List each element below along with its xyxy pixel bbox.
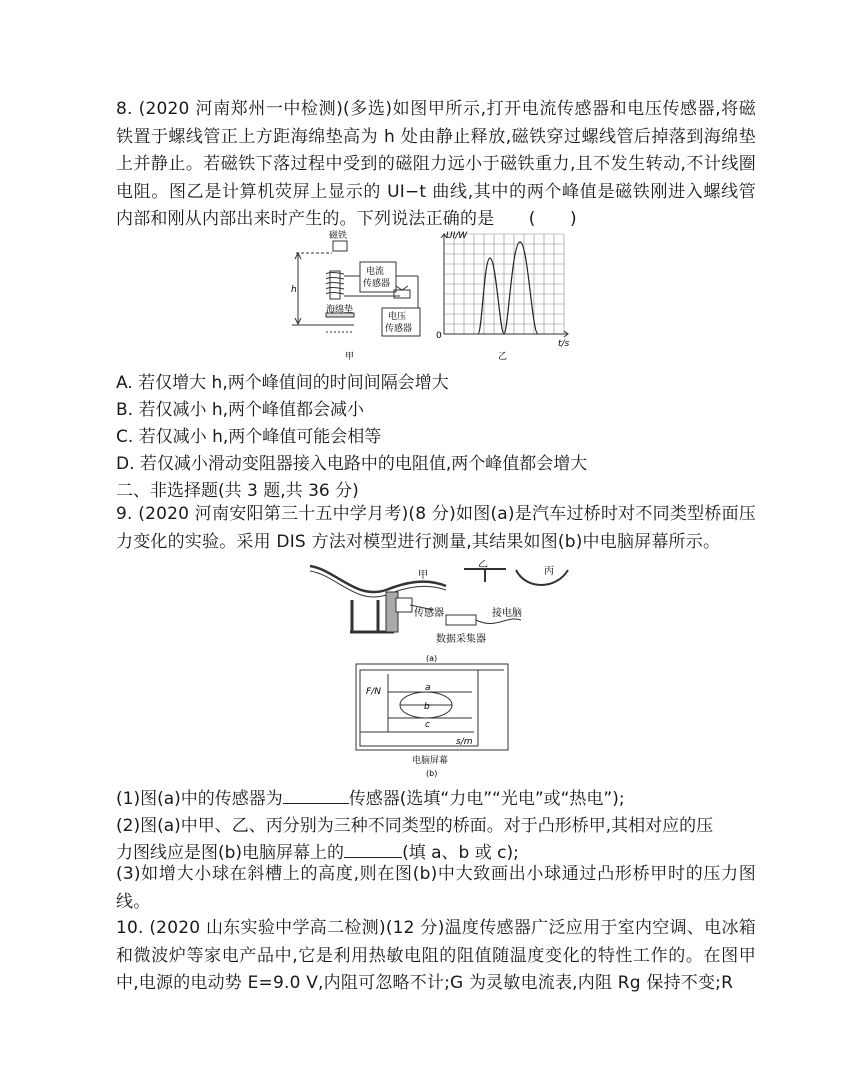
q9-sub3: (3)如增大小球在斜槽上的高度,则在图(b)中大致画出小球通过凸形桥甲时的压力图线。 — [116, 864, 756, 912]
q9-sub1-prefix: (1)图(a)中的传感器为 — [116, 789, 283, 809]
curve-b-label: b — [424, 702, 430, 712]
figure-jia-caption: 甲 — [345, 352, 355, 362]
axis-label-ui: UI/W — [446, 231, 468, 241]
label-pad: 海绵垫 — [326, 305, 354, 315]
axis-label-t: t/s — [558, 339, 570, 349]
label-voltage-sensor-2: 传感器 — [385, 324, 413, 334]
curve-a-label: a — [425, 683, 431, 693]
q9-sub1-suffix: 传感器(选填“力电”“光电”或“热电”); — [348, 789, 625, 809]
question-9-text: 9. (2020 河南安阳第三十五中学月考)(8 分)如图(a)是汽车过桥时对不同类型桥面压力变化的实验。采用 DIS 方法对模型进行测量,其结果如图(b)中电脑屏幕所示。 — [116, 504, 756, 552]
figure-jia — [290, 226, 430, 364]
axis-label-s: s/m — [456, 737, 473, 747]
question-8-text: 8. (2020 河南郑州一中检测)(多选)如图甲所示,打开电流传感器和电压传感器,将磁铁置于螺线管正上方距海绵垫高为 h 处由静止释放,磁铁穿过螺线管后掉落到海绵垫上并静止。若磁铁下落过程中受到的磁阻力远小于磁铁重力,且不发生转动,不计线圈电阻。图乙是计算机荧屏上显示的 UI−t 曲线,其中的两个峰值是磁铁刚进入螺线管内部和刚从内部出来时产生的。下列说法正确的是 ( ) — [116, 99, 756, 229]
label-voltage-sensor-1: 电压 — [388, 312, 407, 322]
option-d: D. 若仅减小滑动变阻器接入电路中的电阻值,两个峰值都会增大 — [116, 454, 588, 474]
curve-c-label: c — [425, 720, 430, 730]
label-computer: 接电脑 — [492, 608, 522, 619]
label-h: h — [291, 285, 297, 295]
label-current-sensor-1: 电流 — [366, 267, 385, 277]
figure-b-caption: (b) — [426, 769, 438, 778]
figure-a — [306, 560, 570, 664]
q9-sub2-line2 — [116, 838, 519, 863]
answer-blank-1[interactable] — [283, 789, 349, 804]
section-2-header: 二、非选择题(共 3 题,共 36 分) — [116, 481, 359, 501]
label-screen: 电脑屏幕 — [412, 756, 449, 766]
option-a: A. 若仅增大 h,两个峰值间的时间间隔会增大 — [116, 373, 449, 393]
figure-yi — [434, 228, 574, 364]
label-magnet: 磁铁 — [329, 231, 348, 241]
label-sensor: 传感器 — [414, 608, 444, 619]
q9-sub2-line1: (2)图(a)中甲、乙、丙分别为三种不同类型的桥面。对于凸形桥甲,其相对应的压 — [116, 816, 714, 836]
axis-label-f: F/N — [366, 687, 381, 697]
option-b: B. 若仅减小 h,两个峰值都会减小 — [116, 400, 365, 420]
q9-sub2-suffix: (填 a、b 或 c); — [402, 843, 519, 863]
figure-b — [352, 662, 512, 780]
question-10-text: 10. (2020 山东实验中学高二检测)(12 分)温度传感器广泛应用于室内空调、电冰箱和微波炉等家电产品中,它是利用热敏电阻的阻值随温度变化的特性工作的。在图甲中,电源的电动势 E=9.0 V,内阻可忽略不计;G 为灵敏电流表,内阻 Rg 保持不变;R — [116, 918, 756, 993]
option-c: C. 若仅减小 h,两个峰值可能会相等 — [116, 427, 382, 447]
figure-yi-caption: 乙 — [498, 352, 508, 362]
label-collector: 数据采集器 — [436, 634, 486, 645]
label-jia: 甲 — [418, 570, 428, 581]
label-current-sensor-2: 传感器 — [363, 279, 391, 289]
q9-sub1 — [116, 784, 625, 809]
label-bing: 丙 — [544, 566, 554, 577]
q9-sub2-prefix: 力图线应是图(b)电脑屏幕上的 — [116, 843, 345, 863]
figure-a-caption: (a) — [426, 654, 438, 663]
origin-label: 0 — [436, 331, 442, 341]
answer-blank-2[interactable] — [344, 843, 402, 858]
label-yi: 乙 — [478, 560, 488, 570]
